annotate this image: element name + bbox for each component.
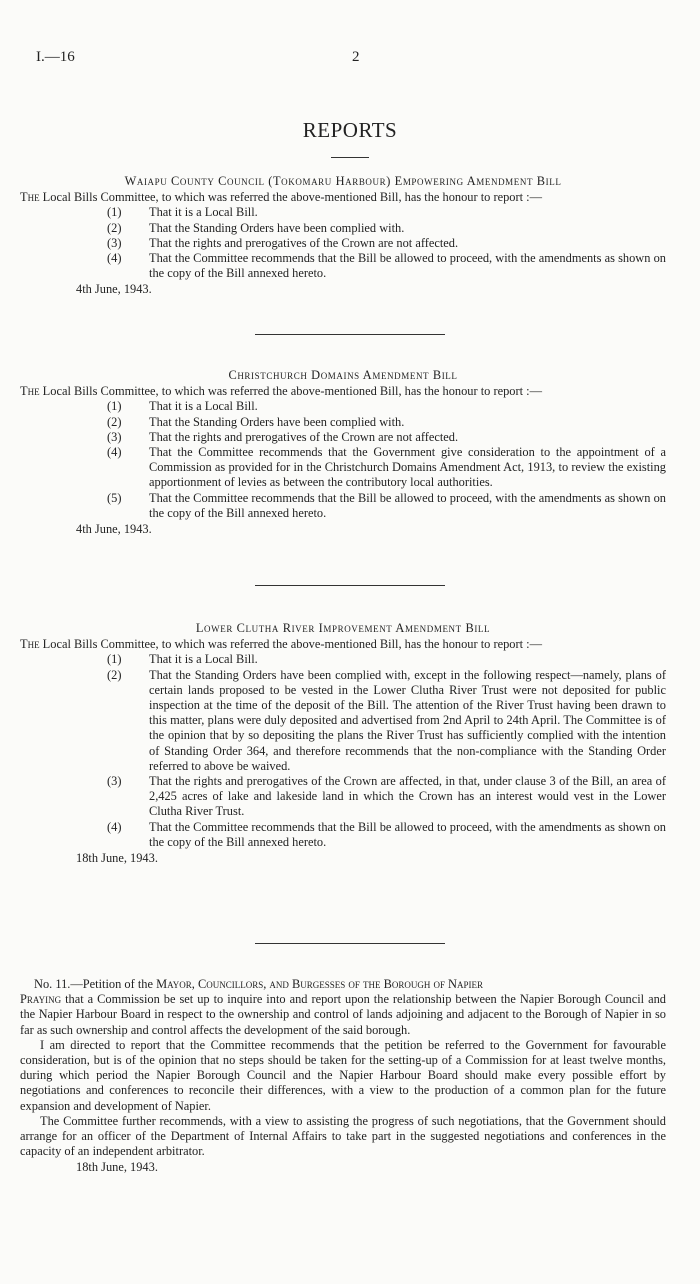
item-number: (3): [107, 235, 122, 250]
item-text: That it is a Local Bill.: [149, 399, 258, 414]
intro-text: Local Bills Committee, to which was referred the above-mentioned Bill, has the honour to report :—: [39, 190, 542, 205]
report-intro: [20, 384, 666, 399]
intro-text: Local Bills Committee, to which was referred the above-mentioned Bill, has the honour to report :—: [39, 384, 542, 399]
report-item: [20, 236, 666, 251]
prayer-text: that a Commission be set up to inquire into and report upon the relationship between the Napier Borough Council and the Napier Harbour Board in respect to the ownership and control of lands adjoining and adjacent to the Borough of Napier in so far as such ownership and control affects the development of the said borough.: [20, 992, 666, 1037]
section-divider: [255, 334, 445, 335]
document-reference: I.—16: [36, 49, 75, 65]
report-lower-clutha: [20, 621, 666, 866]
report-heading: Lower Clutha River Improvement Amendment Bill: [195, 621, 491, 635]
item-number: (1): [107, 399, 122, 414]
item-text: That the Standing Orders have been complied with, except in the following respect—namely, plans of certain lands proposed to be vested in the Lower Clutha River Trust were not deposited for public inspection at the time of the deposit of the Bill. The attention of the River Trust having been drawn to this matter, plans were duly deposited and advertised from 2nd April to 24th April. The Committee is of the opinion that by so depositing the plans the River Trust has sufficiently complied with the intention of Standing Order 364, and therefore recommends that the non-compliance with the Standing Order referred to above be waived.: [149, 667, 666, 773]
report-date: 18th June, 1943.: [76, 851, 158, 866]
report-item: [20, 221, 666, 236]
report-item: [20, 445, 666, 491]
item-text: That the rights and prerogatives of the Crown are not affected.: [149, 235, 459, 250]
report-item: [20, 652, 666, 667]
item-text: That it is a Local Bill.: [149, 652, 258, 667]
report-item: [20, 668, 666, 774]
item-text: That the rights and prerogatives of the Crown are affected, in that, under clause 3 of the Bill, an area of 2,425 acres of lake and lakeside land in which the Crown has an interest would vest in the Lower Clutha River Trust.: [149, 774, 666, 819]
title-rule: [331, 157, 369, 158]
item-text: That the Committee recommends that the Bill be allowed to proceed, with the amendments as shown on the copy of the Bill annexed hereto.: [149, 251, 666, 281]
item-number: (3): [107, 429, 122, 444]
report-item: [20, 774, 666, 820]
item-number: (2): [107, 667, 122, 682]
report-item: [20, 251, 666, 281]
item-text: That the Standing Orders have been complied with.: [149, 220, 405, 235]
petition-napier: [20, 977, 666, 1176]
petition-date: 18th June, 1943.: [76, 1160, 158, 1175]
item-number: (2): [107, 220, 122, 235]
item-number: (5): [107, 490, 122, 505]
report-heading: Christchurch Domains Amendment Bill: [228, 368, 458, 382]
petition-heading: [34, 977, 666, 992]
report-intro: [20, 637, 666, 652]
item-text: That the Committee recommends that the Bill be allowed to proceed, with the amendments as shown on the copy of the Bill annexed hereto.: [149, 819, 666, 849]
item-number: (1): [107, 205, 122, 220]
petition-recommendation: I am directed to report that the Committee recommends that the petition be referred to the Government for favourable consideration, but is of the opinion that no steps should be taken for the setting-up of a Commission for at least twelve months, during which period the Napier Borough Council and the Napier Harbour Board should make every possible effort by negotiations and conferences to reconcile their differences, with a view to the production of a common plan for the future expansion and development of Napier.: [20, 1037, 666, 1113]
item-number: (1): [107, 652, 122, 667]
report-item: [20, 820, 666, 850]
report-item: [20, 205, 666, 220]
section-divider: [255, 585, 445, 586]
petition-parties: Mayor, Councillors, and Burgesses of the Borough of Napier: [156, 977, 483, 991]
report-date: 4th June, 1943.: [76, 522, 152, 537]
item-text: That the Committee recommends that the Bill be allowed to proceed, with the amendments as shown on the copy of the Bill annexed hereto.: [149, 490, 666, 520]
petition-further-recommendation: The Committee further recommends, with a view to assisting the progress of such negotiations, that the Government should arrange for an officer of the Department of Internal Affairs to take part in the suggested negotiations and conferences in the capacity of an independent arbitrator.: [20, 1113, 666, 1159]
item-text: That it is a Local Bill.: [149, 205, 258, 220]
page-title: REPORTS: [302, 118, 398, 142]
report-item: [20, 415, 666, 430]
item-number: (4): [107, 251, 122, 266]
intro-text: Local Bills Committee, to which was referred the above-mentioned Bill, has the honour to report :—: [39, 637, 542, 652]
page-number: 2: [352, 49, 360, 65]
item-number: (2): [107, 414, 122, 429]
report-item: [20, 491, 666, 521]
report-date: 4th June, 1943.: [76, 282, 152, 297]
section-divider: [255, 943, 445, 944]
prayer-lead: Praying: [20, 992, 62, 1007]
report-item: [20, 430, 666, 445]
report-heading: Waiapu County Council (Tokomaru Harbour) Empowering Amendment Bill: [124, 174, 562, 188]
item-number: (4): [107, 819, 122, 834]
intro-lead: The: [20, 190, 40, 205]
item-number: (3): [107, 774, 122, 789]
petition-number: No. 11.—Petition of the: [34, 977, 157, 991]
report-intro: [20, 190, 666, 205]
item-text: That the rights and prerogatives of the Crown are not affected.: [149, 429, 459, 444]
report-waiapu: [20, 174, 666, 298]
intro-lead: The: [20, 384, 40, 399]
report-christchurch: [20, 368, 666, 537]
intro-lead: The: [20, 637, 40, 652]
report-item: [20, 399, 666, 414]
item-text: That the Standing Orders have been complied with.: [149, 414, 405, 429]
item-text: That the Committee recommends that the Government give consideration to the appointment of a Commission as provided for in the Christchurch Domains Amendment Act, 1913, to review the existing apportionment of levies as between the contributory local authorities.: [149, 445, 666, 490]
item-number: (4): [107, 445, 122, 460]
petition-prayer: [20, 992, 666, 1038]
